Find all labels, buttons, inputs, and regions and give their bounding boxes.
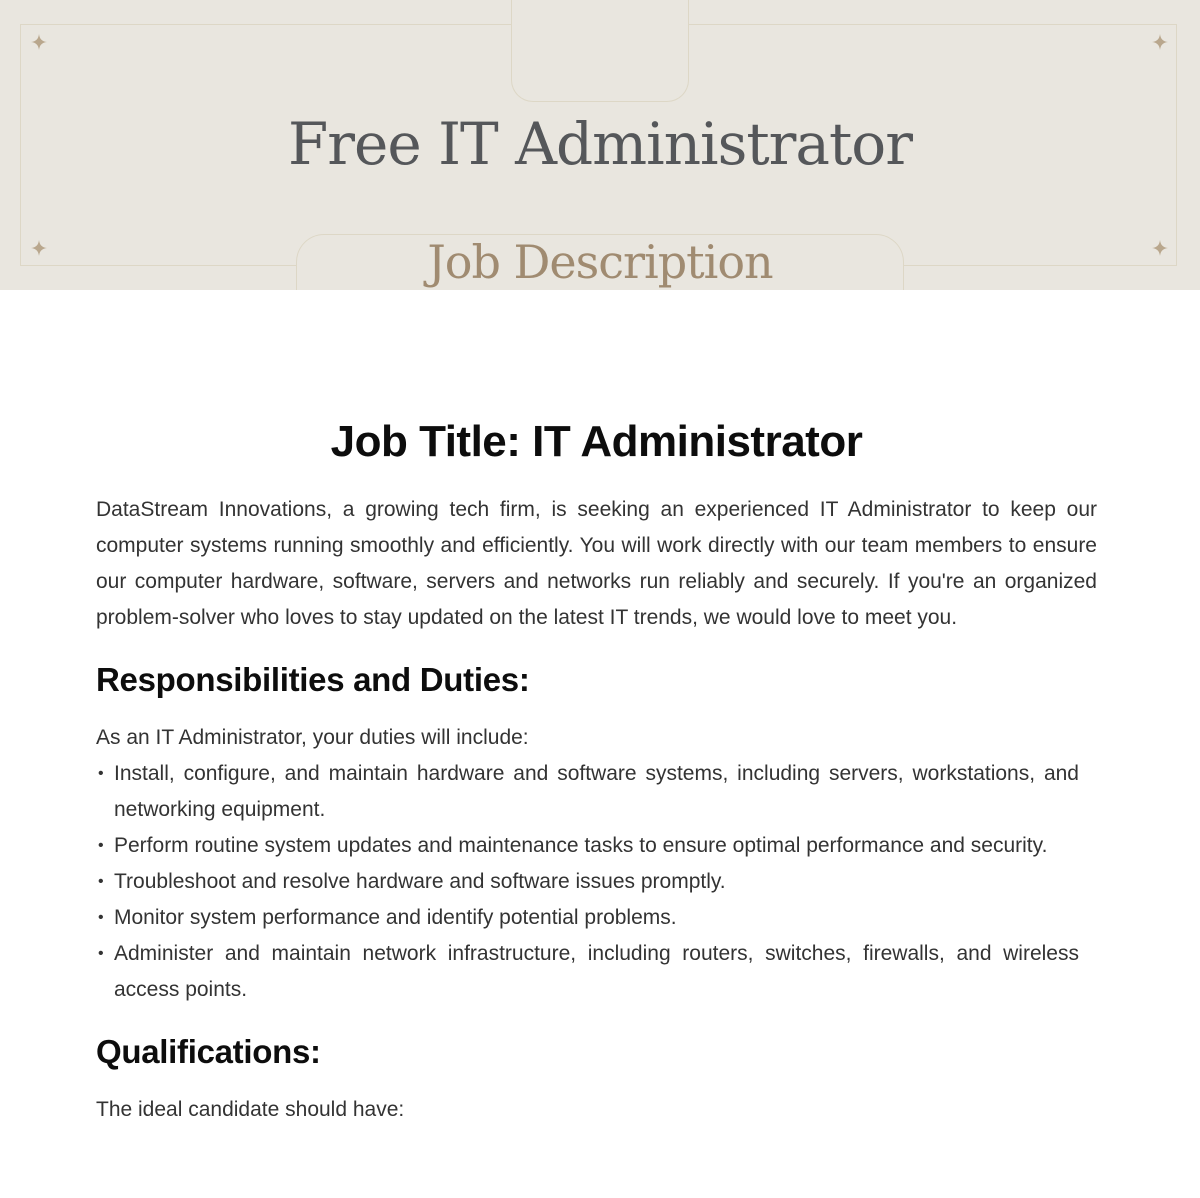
responsibilities-intro: As an IT Administrator, your duties will include: <box>96 726 529 749</box>
page-title: Free IT Administrator <box>288 110 912 178</box>
list-item-text: Install, configure, and maintain hardware and software systems, including servers, workstations, and networking equipment. <box>114 762 1079 821</box>
decorative-top-tab <box>511 0 689 102</box>
list-item <box>96 936 1079 1008</box>
bullet-icon: • <box>98 873 104 890</box>
document-body <box>96 412 1097 1128</box>
list-item-text: Troubleshoot and resolve hardware and software issues promptly. <box>114 870 726 893</box>
list-item-text: Administer and maintain network infrastructure, including routers, switches, firewalls, and wireless access points. <box>114 942 1079 1001</box>
responsibilities-heading: Responsibilities and Duties: <box>96 661 530 698</box>
list-item <box>96 828 1079 864</box>
list-item-text: Monitor system performance and identify potential problems. <box>114 906 677 929</box>
page-subtitle: Job Description <box>427 235 773 289</box>
bullet-icon: • <box>98 765 104 782</box>
header-banner <box>0 0 1200 290</box>
bullet-icon: • <box>98 945 104 962</box>
bullet-icon: • <box>98 837 104 854</box>
list-item <box>96 900 1079 936</box>
list-item <box>96 756 1079 828</box>
qualifications-intro: The ideal candidate should have: <box>96 1098 405 1121</box>
bullet-icon: • <box>98 909 104 926</box>
qualifications-heading: Qualifications: <box>96 1033 321 1070</box>
list-item <box>96 864 1079 900</box>
responsibilities-list <box>96 756 1079 1008</box>
list-item-text: Perform routine system updates and maintenance tasks to ensure optimal performance and security. <box>114 834 1048 857</box>
sparkle-icon <box>1152 34 1168 50</box>
sparkle-icon <box>31 34 47 50</box>
job-summary: DataStream Innovations, a growing tech firm, is seeking an experienced IT Administrator to keep our computer systems running smoothly and efficiently. You will work directly with our team members to ensure our computer hardware, software, servers and networks run reliably and securely. If you're an organized problem-solver who loves to stay updated on the latest IT trends, we would love to meet you. <box>96 498 1097 629</box>
job-title-heading: Job Title: IT Administrator <box>330 417 863 466</box>
